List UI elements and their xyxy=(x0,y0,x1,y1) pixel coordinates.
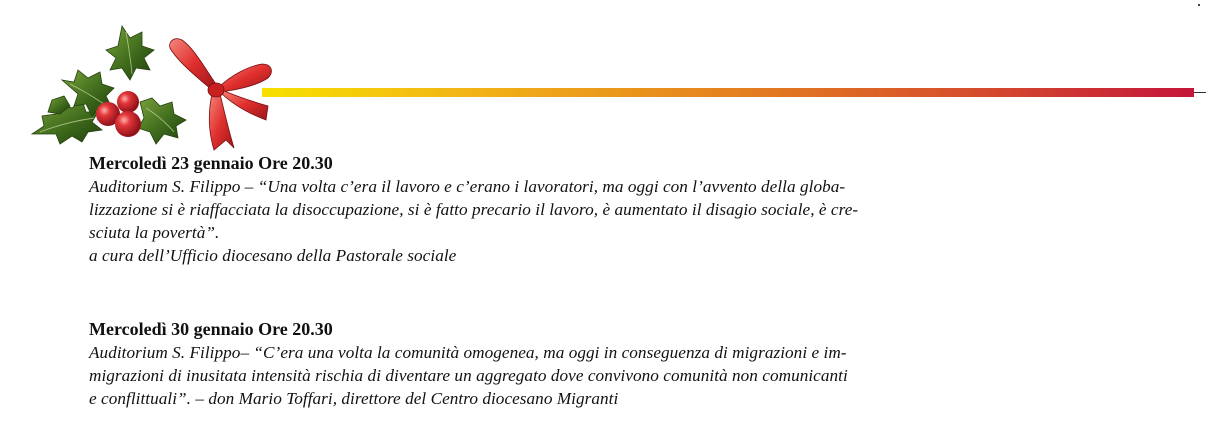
event-organizer: a cura dell’Ufficio diocesano della Pastorale sociale xyxy=(89,246,457,265)
event-description-line: Auditorium S. Filippo– “C’era una volta la comunità omogenea, ma oggi in conseguenza di migrazioni e im- xyxy=(89,343,847,362)
berry xyxy=(115,111,141,137)
event-entry xyxy=(89,152,1109,267)
event-date-time: Mercoledì 30 gennaio Ore 20.30 xyxy=(89,319,333,339)
event-description-line: e conflittuali”. – don Mario Toffari, direttore del Centro diocesano Migranti xyxy=(89,389,619,408)
ribbon-bow xyxy=(170,39,272,150)
event-description-line: migrazioni di inusitata intensità rischia di diventare un aggregato dove convivono comunità non comunicanti xyxy=(89,366,848,385)
corner-mark xyxy=(1198,4,1200,6)
holly-leaf xyxy=(138,98,186,144)
berry xyxy=(117,91,139,113)
event-description-line: Auditorium S. Filippo – “Una volta c’era il lavoro e c’erano i lavoratori, ma oggi con l’avvento della globa- xyxy=(89,177,846,196)
event-description-line: lizzazione si è riaffacciata la disoccupazione, si è fatto precario il lavoro, è aumentato il disagio sociale, è cre- xyxy=(89,200,859,219)
event-entry xyxy=(89,318,1109,410)
holly-leaf xyxy=(106,26,154,80)
gradient-divider xyxy=(262,88,1194,97)
divider-end-tick xyxy=(1194,92,1206,93)
holly-ribbon-icon xyxy=(22,22,292,162)
event-date-time: Mercoledì 23 gennaio Ore 20.30 xyxy=(89,153,333,173)
event-description-line: sciuta la povertà”. xyxy=(89,223,220,242)
